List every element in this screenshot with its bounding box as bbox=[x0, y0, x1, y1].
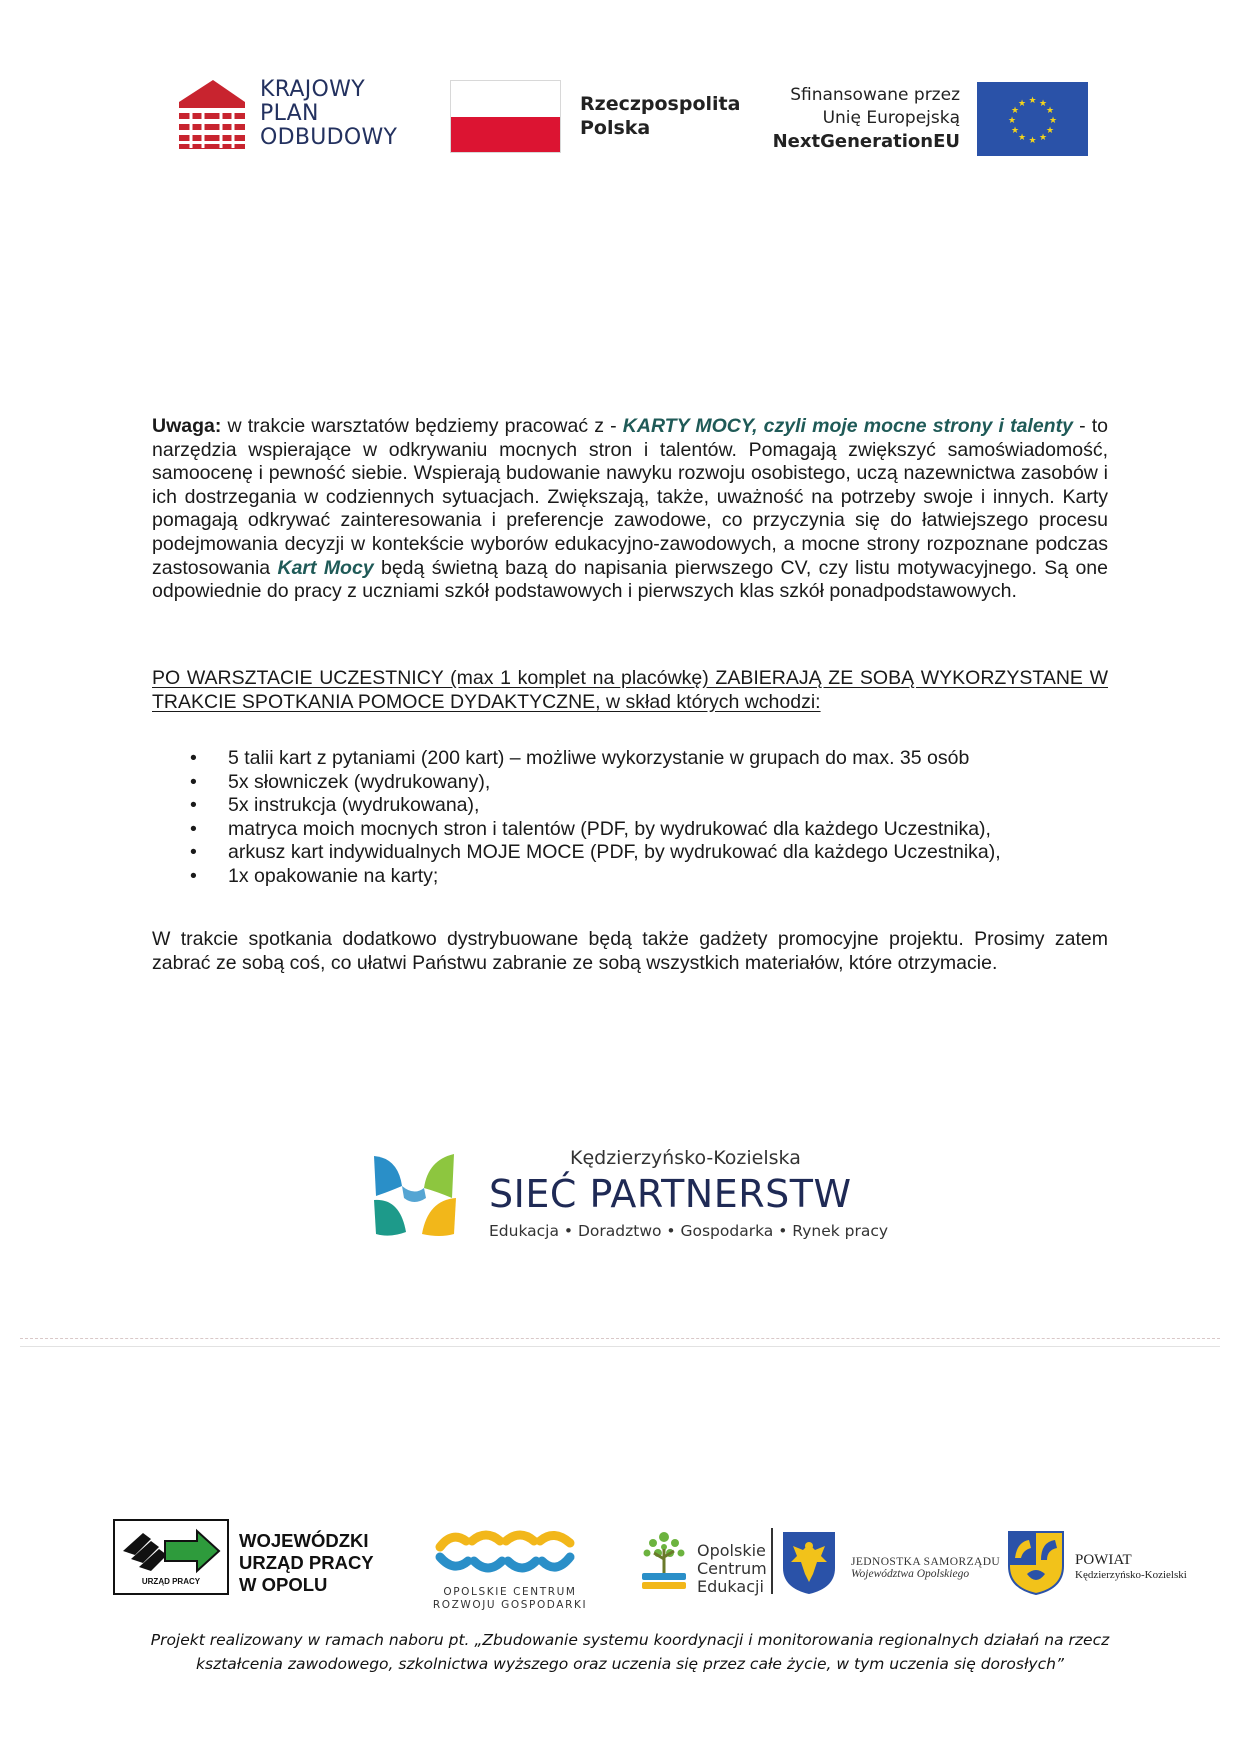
kpo-line1: KRAJOWY bbox=[260, 77, 365, 102]
ocrg-wordmark bbox=[425, 1586, 595, 1612]
takeaway-heading: PO WARSZTACIE UCZESTNICY (max 1 komplet na placówkę) ZABIERAJĄ ZE SOBĄ WYKORZYSTANE W TRAKCIE SPOTKANIA POMOCE DYDAKTYCZNE, w skład których wchodzi: bbox=[152, 667, 1108, 713]
rp-wordmark bbox=[580, 92, 740, 140]
wup-line3: W OPOLU bbox=[239, 1574, 328, 1595]
list-item: • 5x słowniczek (wydrukowany), bbox=[190, 771, 1090, 795]
powiat-line2: Kędzierzyńsko-Kozielski bbox=[1075, 1569, 1187, 1581]
svg-text:★: ★ bbox=[1007, 116, 1017, 126]
oce-line1: Opolskie bbox=[697, 1541, 766, 1560]
oce-line3: Edukacji bbox=[697, 1577, 764, 1596]
list-item: • 5x instrukcja (wydrukowana), bbox=[190, 794, 1090, 818]
logo-separator bbox=[771, 1528, 773, 1594]
svg-text:★: ★ bbox=[1028, 96, 1037, 106]
kpo-emblem-icon bbox=[177, 78, 247, 150]
kpo-line2: PLAN bbox=[260, 101, 319, 126]
powiat-coat-of-arms-icon bbox=[1007, 1530, 1065, 1596]
partnership-title: SIEĆ PARTNERSTW bbox=[489, 1172, 852, 1216]
oce-wordmark bbox=[697, 1542, 767, 1596]
ocrg-line2: ROZWOJU GOSPODARKI bbox=[432, 1599, 588, 1611]
oce-line2: Centrum bbox=[697, 1559, 767, 1578]
svg-text:★: ★ bbox=[1010, 126, 1020, 136]
eu-line2: Unię Europejską bbox=[822, 108, 960, 128]
partnership-tagline: Edukacja • Doradztwo • Gospodarka • Rynek pracy bbox=[489, 1222, 889, 1240]
kpo-line3: ODBUDOWY bbox=[260, 125, 398, 150]
svg-text:★: ★ bbox=[1017, 133, 1027, 143]
notice-text-a: - to narzędzia wspierające w odkrywaniu mocnych stron i talentów. Pomagają zwiększyć samoświadomość, samoocenę i pewność siebie. Wspierają budowanie nawyku rozwoju osobistego, uczą nazewnictwa zasobów i ich dostrzegania w codziennych sytuacjach. Zwiększają, także, uważność na potrzeby swoje i innych. Karty pomagają odkrywać zainteresowania i preferencje zawodowe, co przyczynia się do łatwiejszego procesu podejmowania decyzji w kontekście wyborów edukacyjno-zawodowych, a mocne strony rozpoznane podczas zastosowania bbox=[152, 415, 1108, 579]
eu-flag-icon bbox=[977, 82, 1088, 156]
wup-wordmark bbox=[239, 1530, 374, 1596]
divider-line bbox=[20, 1346, 1220, 1347]
svg-text:★: ★ bbox=[1010, 106, 1020, 116]
wup-badge: URZĄD PRACY bbox=[141, 1577, 201, 1586]
partnership-region: Kędzierzyńsko-Kozielska bbox=[570, 1147, 801, 1169]
notice-text-b: będą świetną bazą do napisania pierwszego CV, czy listu motywacyjnego. Są one odpowiednie do pracy z uczniami szkół podstawowych i pierwszych klas szkół ponadpodstawowych. bbox=[152, 556, 1108, 603]
rp-line2: Polska bbox=[580, 117, 651, 139]
list-item: • matryca moich mocnych stron i talentów (PDF, by wydrukować dla każdego Uczestnika), bbox=[190, 818, 1090, 842]
ocrg-line1: OPOLSKIE CENTRUM bbox=[443, 1586, 577, 1598]
js-line2: Województwa Opolskiego bbox=[851, 1568, 970, 1580]
js-wordmark bbox=[851, 1556, 1000, 1580]
svg-text:★: ★ bbox=[1045, 106, 1055, 116]
oce-tree-icon bbox=[638, 1527, 690, 1593]
eu-line3: NextGenerationEU bbox=[772, 131, 960, 152]
materials-list bbox=[190, 747, 1090, 889]
powiat-line1: POWIAT bbox=[1075, 1552, 1132, 1568]
svg-text:★: ★ bbox=[1028, 136, 1037, 146]
wup-line1: WOJEWÓDZKI bbox=[239, 1530, 369, 1551]
list-item: • 5 talii kart z pytaniami (200 kart) – możliwe wykorzystanie w grupach do max. 35 osób bbox=[190, 747, 1090, 771]
notice-intro: w trakcie warsztatów będziemy pracować z - bbox=[221, 415, 623, 437]
notice-kart-mocy: Kart Mocy bbox=[277, 556, 374, 579]
rp-line1: Rzeczpospolita bbox=[580, 93, 741, 115]
eu-line1: Sfinansowane przez bbox=[790, 85, 960, 105]
list-item: • arkusz kart indywidualnych MOJE MOCE (PDF, by wydrukować dla każdego Uczestnika), bbox=[190, 841, 1090, 865]
svg-text:★: ★ bbox=[1045, 126, 1055, 136]
divider-line bbox=[20, 1338, 1220, 1339]
svg-text:★: ★ bbox=[1038, 133, 1048, 143]
project-footnote: Projekt realizowany w ramach naboru pt. „Zbudowanie systemu koordynacji i monitorowania regionalnych działań na rzecz kształcenia zawodowego, szkolnictwa wyższego oraz uczenia się przez całe życie, w tym uczenia się dorosłych” bbox=[150, 1631, 1110, 1673]
closing-paragraph: W trakcie spotkania dodatkowo dystrybuowane będą także gadżety promocyjne projektu. Prosimy zatem zabrać ze sobą coś, co ułatwi Państwu zabranie ze sobą wszystkich materiałów, które otrzymacie. bbox=[152, 928, 1108, 974]
wup-line2: URZĄD PRACY bbox=[239, 1552, 374, 1573]
notice-label: Uwaga: bbox=[152, 415, 222, 437]
wup-arrow-icon bbox=[115, 1521, 227, 1577]
list-item: • 1x opakowanie na karty; bbox=[190, 865, 1090, 889]
svg-text:★: ★ bbox=[1017, 99, 1027, 109]
polish-flag-icon bbox=[450, 80, 561, 153]
svg-text:★: ★ bbox=[1048, 116, 1058, 126]
notice-paragraph bbox=[152, 415, 1108, 604]
wup-logo-box bbox=[113, 1519, 229, 1595]
js-line1: JEDNOSTKA SAMORZĄDU bbox=[851, 1556, 1001, 1568]
powiat-wordmark bbox=[1075, 1552, 1187, 1581]
svg-text:★: ★ bbox=[1038, 99, 1048, 109]
kpo-wordmark bbox=[260, 78, 397, 150]
opolskie-coat-of-arms-icon bbox=[781, 1530, 837, 1596]
ocrg-waves-icon bbox=[432, 1527, 580, 1579]
partnership-emblem-icon bbox=[368, 1148, 460, 1240]
eu-funding-text bbox=[760, 84, 960, 154]
notice-tool-name: KARTY MOCY, czyli moje mocne strony i talenty bbox=[622, 415, 1073, 437]
